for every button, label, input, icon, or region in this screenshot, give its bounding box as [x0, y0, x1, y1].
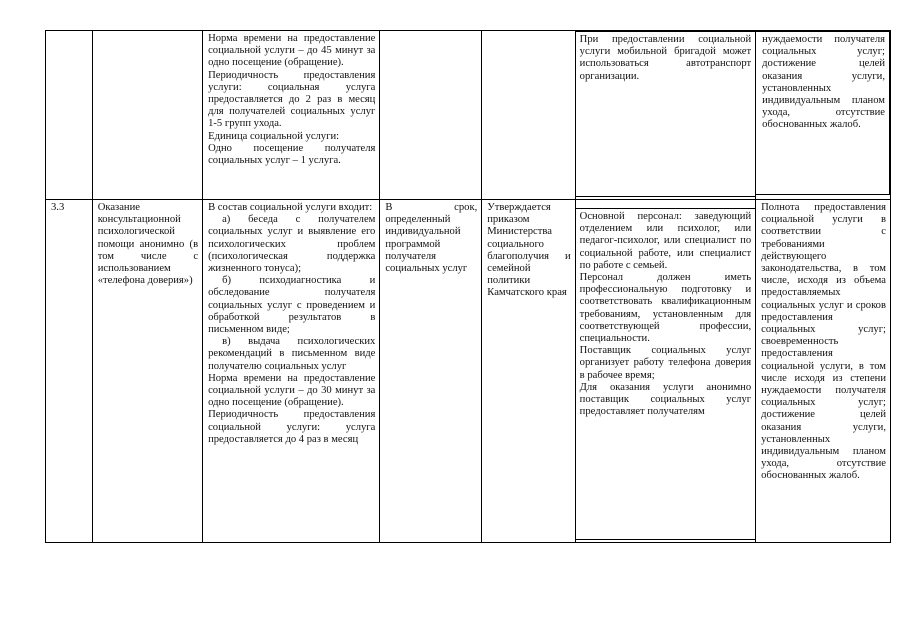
content-paragraph: а) беседа с получателем социальных услуг и выявление его психологических проблем (психологическая поддержка жизненного тонуса);	[208, 214, 376, 275]
table-row	[46, 31, 891, 200]
conditions-paragraph: Для оказания услуги анонимно поставщик социальных услуг предоставляет получателям	[579, 381, 752, 418]
conditions-paragraph: Персонал должен иметь профессиональную подготовку и соответствовать квалификационным требованиям, установленным для соответствующей профессии, специальности.	[579, 272, 752, 345]
service-content-cell	[203, 31, 380, 200]
service-conditions-cell	[575, 200, 755, 543]
conditions-paragraph: Основной персонал: заведующий отделением или психолог, или педагог-психолог, или специалист по социальной работе, или специалист по работе с семьей.	[579, 211, 752, 271]
service-indicators-cell	[756, 200, 891, 543]
content-paragraph: Норма времени на предоставление социальной услуги – до 45 минут за одно посещение (обращение).	[208, 33, 376, 69]
service-conditions-cell	[575, 31, 755, 200]
content-paragraph: Периодичность предоставления услуги: социальная услуга предоставляется до 2 раз в месяц для получателей социальных услуг 1-5 групп ухода.	[208, 69, 376, 130]
service-term-cell	[380, 31, 482, 200]
content-paragraph: в) выдача психологических рекомендаций в письменном виде получателю социальных услуг	[208, 336, 376, 372]
indicators-box	[755, 31, 890, 195]
service-tariff-cell: Утверждается приказом Министерства социального благополучия и семейной политики Камчатского края	[482, 200, 575, 543]
conditions-paragraph: Поставщик социальных услуг организует работу телефона доверия в рабочее время;	[579, 345, 752, 381]
row-number-cell: 3.3	[46, 200, 93, 543]
content-paragraph: Одно посещение получателя социальных услуг – 1 услуга.	[208, 142, 376, 167]
conditions-box	[575, 31, 756, 197]
table-row	[46, 200, 891, 543]
row-number-cell	[46, 31, 93, 200]
service-tariff-cell	[482, 31, 575, 200]
content-paragraph: Норма времени на предоставление социальной услуги – до 30 минут за одно посещение (обращение).	[208, 372, 376, 409]
conditions-box	[575, 208, 756, 540]
service-name-cell	[92, 31, 202, 200]
content-paragraph: Периодичность предоставления социальной услуги: услуга предоставляется до 4 раз в месяц	[208, 409, 376, 445]
conditions-paragraph: При предоставлении социальной услуги мобильной бригадой может использоваться автотранспорт организации.	[579, 34, 752, 82]
services-table	[45, 30, 891, 543]
content-paragraph: б) психодиагностика и обследование получателя социальных услуг с проведением и обработкой результатов в письменном виде;	[208, 275, 376, 336]
service-content-cell	[203, 200, 380, 543]
content-paragraph: В состав социальной услуги входит:	[208, 202, 373, 213]
service-term-cell: В срок, определенный индивидуальной программой получателя социальных услуг	[380, 200, 482, 543]
service-indicators-cell	[756, 31, 891, 200]
indicators-paragraph: нуждаемости получателя социальных услуг; достижение целей оказания услуги, установленных индивидуальным планом ухода, отсутствие обоснованных жалоб.	[762, 34, 885, 131]
service-name-cell: Оказание консультационной психологической помощи анонимно (в том числе с использованием «телефона доверия»)	[92, 200, 202, 543]
content-paragraph: Единица социальной услуги:	[208, 130, 340, 142]
indicators-paragraph: Полнота предоставления социальной услуги в соответствии с требованиями действующего законодательства, в том числе, исходя из объема предоставляемых социальных услуг и сроков предоставления социальных услуг; своевременность предоставления социальной услуги, в том числе исходя из степени нуждаемости получателя социальных услуг; достижение целей оказания услуги, установленных индивидуальным планом ухода, отсутствие обоснованных жалоб.	[761, 202, 886, 482]
